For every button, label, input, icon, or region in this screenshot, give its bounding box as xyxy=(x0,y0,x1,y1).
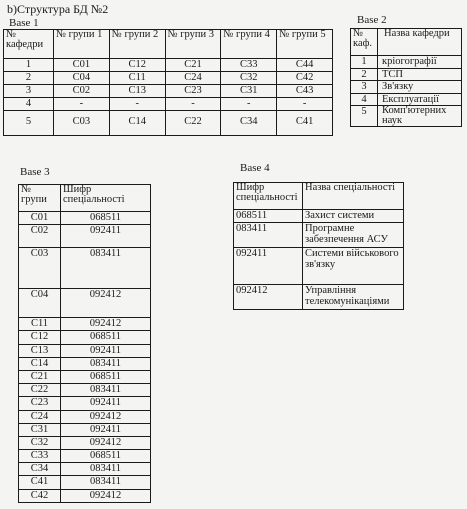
table-cell: Програмне забезпечення АСУ xyxy=(303,223,404,248)
table-cell: 5 xyxy=(351,106,378,127)
table-cell: С24 xyxy=(19,410,61,423)
base2-table xyxy=(350,28,462,127)
table-cell: 092412 xyxy=(234,285,303,310)
table-cell: С43 xyxy=(277,85,333,98)
table-row xyxy=(19,476,151,489)
table-row xyxy=(234,285,404,310)
table-cell: - xyxy=(109,98,165,111)
header-cell: Шифр спеціальності xyxy=(234,183,303,210)
header-cell: № групи 1 xyxy=(54,30,110,59)
table-cell: С33 xyxy=(221,59,277,72)
header-cell: № групи 3 xyxy=(165,30,221,59)
table-row xyxy=(351,106,462,127)
base4-title: Base 4 xyxy=(240,162,270,174)
table-cell: Захист системи xyxy=(303,210,404,223)
table-row xyxy=(4,59,333,72)
table-row xyxy=(4,85,333,98)
table-row xyxy=(19,450,151,463)
table-cell: 083411 xyxy=(61,357,151,370)
table-row xyxy=(19,331,151,344)
base2-title: Base 2 xyxy=(357,14,387,26)
table-cell: С33 xyxy=(19,450,61,463)
table-cell: С41 xyxy=(19,476,61,489)
table-header-row xyxy=(19,185,151,212)
table-row xyxy=(19,410,151,423)
table-cell: 083411 xyxy=(234,223,303,248)
table-cell: 092411 xyxy=(61,344,151,357)
table-cell: кріогографії xyxy=(378,56,462,69)
table-cell: 1 xyxy=(351,56,378,69)
table-row xyxy=(234,210,404,223)
table-cell: С13 xyxy=(109,85,165,98)
table-cell: С34 xyxy=(19,463,61,476)
table-cell: С41 xyxy=(277,111,333,136)
table-cell: С01 xyxy=(19,212,61,225)
table-cell: 068511 xyxy=(61,331,151,344)
base4-table xyxy=(233,182,404,310)
table-cell: 068511 xyxy=(61,450,151,463)
table-cell: С14 xyxy=(19,357,61,370)
table-header-row xyxy=(234,183,404,210)
table-cell: 083411 xyxy=(61,463,151,476)
table-cell: С02 xyxy=(19,225,61,248)
table-cell: 092412 xyxy=(61,489,151,502)
table-cell: С22 xyxy=(19,384,61,397)
table-cell: С21 xyxy=(165,59,221,72)
base3-table xyxy=(18,184,151,503)
table-header-row xyxy=(4,30,333,59)
table-cell: С02 xyxy=(54,85,110,98)
table-cell: С01 xyxy=(54,59,110,72)
table-cell: С03 xyxy=(19,248,61,289)
table-cell: С11 xyxy=(19,318,61,331)
table-cell: С04 xyxy=(54,72,110,85)
table-row xyxy=(351,56,462,69)
table-row xyxy=(234,248,404,285)
table-row xyxy=(19,248,151,289)
table-cell: - xyxy=(165,98,221,111)
table-row xyxy=(19,344,151,357)
document-heading: b)Структура БД №2 xyxy=(7,2,109,16)
table-cell: Зв'язку xyxy=(378,81,462,94)
base3-title: Base 3 xyxy=(20,166,50,178)
table-row xyxy=(19,370,151,383)
table-cell: 5 xyxy=(4,111,54,136)
table-cell: 092412 xyxy=(61,436,151,449)
table-cell: 2 xyxy=(4,72,54,85)
table-cell: Системи військового зв'язку xyxy=(303,248,404,285)
table-row xyxy=(234,223,404,248)
table-cell: 092411 xyxy=(61,423,151,436)
table-row xyxy=(19,489,151,502)
table-cell: 068511 xyxy=(234,210,303,223)
header-cell: № групи 5 xyxy=(277,30,333,59)
header-cell: № групи 2 xyxy=(109,30,165,59)
header-cell: № групи xyxy=(19,185,61,212)
table-cell: С32 xyxy=(19,436,61,449)
table-cell: 092412 xyxy=(61,410,151,423)
table-cell: С21 xyxy=(19,370,61,383)
table-cell: Комп'ютерних наук xyxy=(378,106,462,127)
table-cell: 083411 xyxy=(61,248,151,289)
table-row xyxy=(19,397,151,410)
header-cell: Шифр спеціальності xyxy=(61,185,151,212)
base1-title: Base 1 xyxy=(9,17,39,29)
table-cell: 2 xyxy=(351,68,378,81)
table-row xyxy=(4,98,333,111)
table-row xyxy=(19,225,151,248)
table-row xyxy=(4,111,333,136)
table-cell: С11 xyxy=(109,72,165,85)
table-cell: - xyxy=(221,98,277,111)
table-cell: С23 xyxy=(165,85,221,98)
table-cell: С32 xyxy=(221,72,277,85)
table-cell: 4 xyxy=(4,98,54,111)
table-cell: С12 xyxy=(19,331,61,344)
header-cell: Назва спеціальності xyxy=(303,183,404,210)
table-cell: - xyxy=(54,98,110,111)
table-cell: С23 xyxy=(19,397,61,410)
table-cell: Управління телекомунікаціями xyxy=(303,285,404,310)
table-row xyxy=(351,81,462,94)
table-row xyxy=(19,423,151,436)
table-cell: 092411 xyxy=(234,248,303,285)
header-cell: № каф. xyxy=(351,29,378,56)
table-row xyxy=(19,384,151,397)
table-cell: ТСП xyxy=(378,68,462,81)
table-cell: 083411 xyxy=(61,384,151,397)
table-row xyxy=(19,436,151,449)
table-row xyxy=(19,357,151,370)
table-cell: С31 xyxy=(19,423,61,436)
base1-table xyxy=(3,29,333,136)
table-row xyxy=(19,212,151,225)
table-cell: 092412 xyxy=(61,289,151,318)
table-cell: С04 xyxy=(19,289,61,318)
table-cell: 068511 xyxy=(61,212,151,225)
table-cell: С44 xyxy=(277,59,333,72)
header-cell: Назва кафедри xyxy=(378,29,462,56)
table-cell: С34 xyxy=(221,111,277,136)
table-cell: 1 xyxy=(4,59,54,72)
table-cell: - xyxy=(277,98,333,111)
table-cell: 092411 xyxy=(61,397,151,410)
table-row xyxy=(19,318,151,331)
table-header-row xyxy=(351,29,462,56)
table-cell: С31 xyxy=(221,85,277,98)
table-cell: 4 xyxy=(351,93,378,106)
table-cell: С13 xyxy=(19,344,61,357)
table-cell: Експлуатації xyxy=(378,93,462,106)
table-cell: С42 xyxy=(19,489,61,502)
table-cell: 083411 xyxy=(61,476,151,489)
table-row xyxy=(4,72,333,85)
table-cell: С24 xyxy=(165,72,221,85)
table-cell: С03 xyxy=(54,111,110,136)
table-row xyxy=(19,463,151,476)
table-cell: 3 xyxy=(4,85,54,98)
header-cell: № кафедри xyxy=(4,30,54,59)
table-cell: 092411 xyxy=(61,225,151,248)
table-row xyxy=(351,93,462,106)
header-cell: № групи 4 xyxy=(221,30,277,59)
table-cell: С22 xyxy=(165,111,221,136)
table-cell: С12 xyxy=(109,59,165,72)
table-cell: 3 xyxy=(351,81,378,94)
table-cell: С14 xyxy=(109,111,165,136)
table-row xyxy=(351,68,462,81)
table-cell: С42 xyxy=(277,72,333,85)
table-cell: 068511 xyxy=(61,370,151,383)
table-row xyxy=(19,289,151,318)
table-cell: 092412 xyxy=(61,318,151,331)
